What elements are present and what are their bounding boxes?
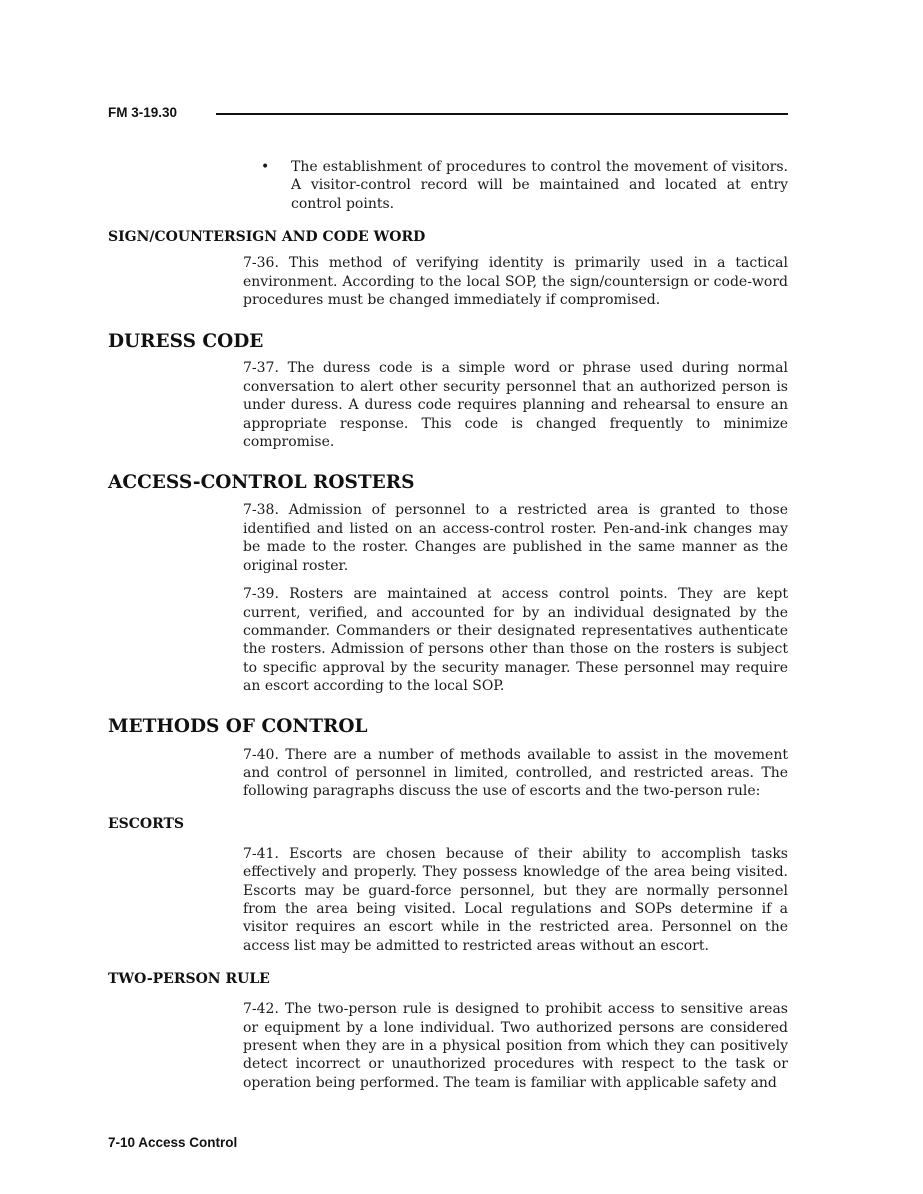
paragraph-7-40: 7-40. There are a number of methods available to assist in the movement and control of personnel in limited, controlled, and restricted areas. The following paragraphs discuss the use of escorts and the two-person rule: [243, 746, 788, 800]
paragraph-7-36: 7-36. This method of verifying identity is primarily used in a tactical environment. According to the local SOP, the sign/countersign or code-word procedures must be changed immediately if compromised. [243, 255, 788, 309]
paragraph-7-38: 7-38. Admission of personnel to a restricted area is granted to those identified and listed on an access-control roster. Pen-and-ink changes may be made to the roster. Changes are published in the same manner as the original roster. [243, 502, 788, 574]
bullet-item [243, 158, 788, 213]
header-rule [216, 113, 788, 115]
heading-duress-code: DURESS CODE [108, 331, 264, 353]
bullet-text: The establishment of procedures to control the movement of visitors. A visitor-control record will be maintained and located at entry control points. [291, 159, 788, 212]
heading-sign-countersign: SIGN/COUNTERSIGN AND CODE WORD [108, 229, 426, 246]
paragraph-7-37: 7-37. The duress code is a simple word or phrase used during normal conversation to alert other security personnel that an authorized person is under duress. A duress code requires planning and rehearsal to ensure an appropriate response. This code is changed frequently to minimize compromise. [243, 360, 788, 451]
heading-access-control-rosters: ACCESS-CONTROL ROSTERS [108, 472, 415, 494]
paragraph-7-41: 7-41. Escorts are chosen because of their ability to accomplish tasks effectively and properly. They possess knowledge of the area being visited. Escorts may be guard-force personnel, but they are normally personnel from the area being visited. Local regulations and SOPs determine if a visitor requires an escort while in the restricted area. Personnel on the access list may be admitted to restricted areas without an escort. [243, 845, 788, 954]
heading-two-person-rule: TWO-PERSON RULE [108, 971, 270, 988]
page-footer: 7-10 Access Control [108, 1135, 238, 1150]
running-head: FM 3-19.30 [108, 105, 178, 120]
paragraph-7-39: 7-39. Rosters are maintained at access control points. They are kept current, verified, and accounted for by an individual designated by the commander. Commanders or their designated representatives authenticate the rosters. Admission of persons other than those on the rosters is subject to specific approval by the security manager. These personnel may require an escort according to the local SOP. [243, 586, 788, 695]
bullet-glyph: • [261, 159, 270, 175]
page-body [108, 158, 788, 1092]
paragraph-7-42: 7-42. The two-person rule is designed to prohibit access to sensitive areas or equipment by a lone individual. Two authorized persons are considered present when they are in a physical position from which they can positively detect incorrect or unauthorized procedures with respect to the task or operation being performed. The team is familiar with applicable safety and [243, 1001, 788, 1091]
heading-escorts: ESCORTS [108, 815, 185, 832]
heading-methods-of-control: METHODS OF CONTROL [108, 715, 368, 737]
